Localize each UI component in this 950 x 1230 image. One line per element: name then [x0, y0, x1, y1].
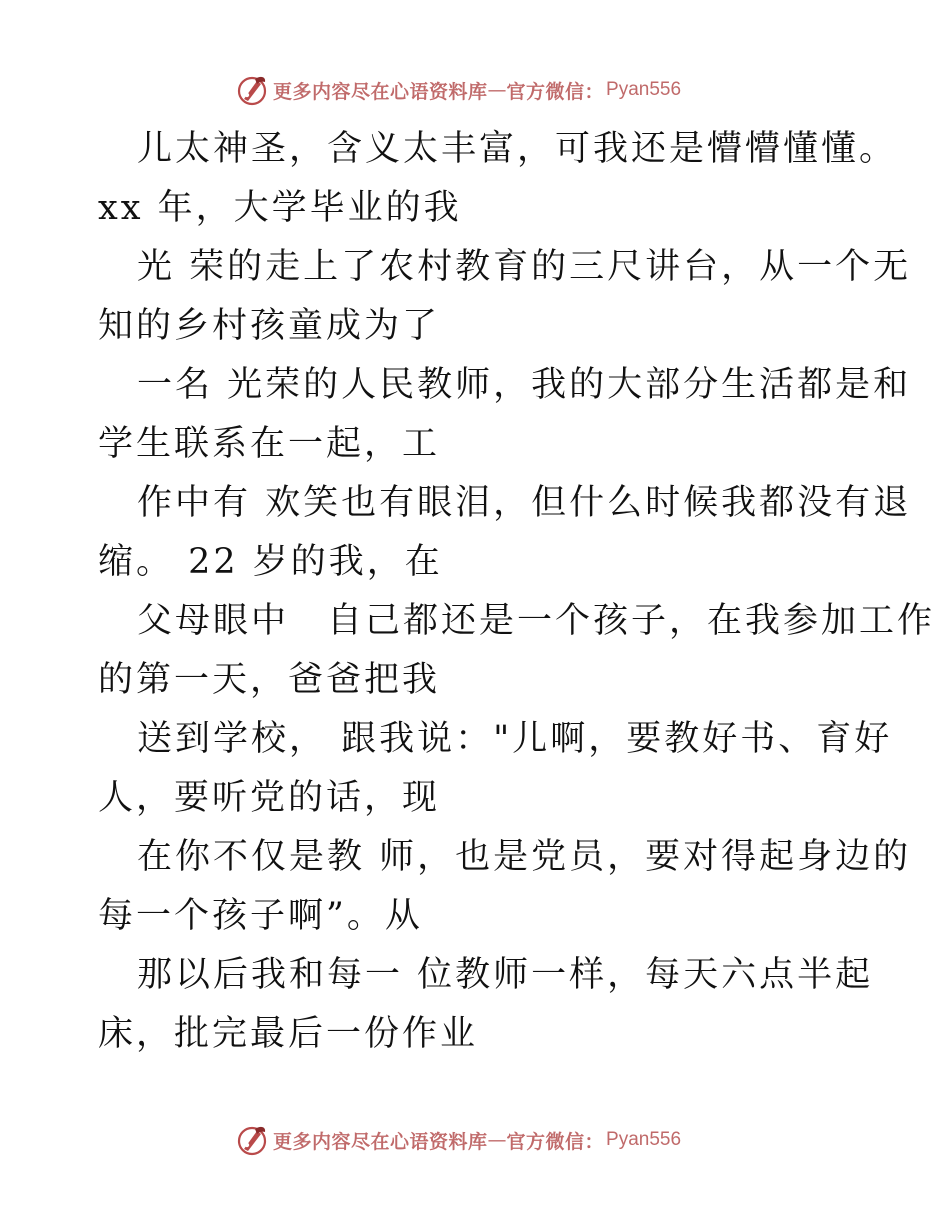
body-line: 学生联系在一起，工: [98, 424, 441, 464]
watermark-id: Pyan556: [606, 1129, 682, 1150]
watermark-dash: —: [487, 79, 507, 101]
body-line: 那以后我和每一 位教师一样，每天六点半起: [137, 955, 874, 995]
watermark-label: 官方微信：: [506, 80, 605, 103]
body-line: 一名 光荣的人民教师，我的大部分生活都是和: [137, 365, 912, 405]
body-line: 儿太神圣，含义太丰富，可我还是懵懵懂懂。: [137, 129, 898, 169]
header-watermark: [235, 73, 681, 107]
body-line: 每一个孩子啊”。从: [98, 896, 423, 936]
footer-watermark: [235, 1123, 681, 1157]
body-line: 在你不仅是教 师，也是党员，要对得起身边的: [137, 837, 912, 877]
body-line: 父母眼中 自己都还是一个孩子，在我参加工作: [137, 601, 936, 641]
watermark-id: Pyan556: [606, 79, 682, 100]
body-line: 床，批完最后一份作业: [98, 1014, 479, 1054]
body-line: 人，要听党的话，现: [98, 778, 441, 818]
body-line: 的第一天，爸爸把我: [98, 660, 441, 700]
watermark-text: 更多内容尽在心语资料库: [273, 80, 488, 103]
watermark-dash: —: [487, 1129, 507, 1151]
body-line: xx 年，大学毕业的我: [98, 188, 462, 228]
body-line: 送到学校， 跟我说："儿啊，要教好书、育好: [137, 719, 893, 759]
quill-logo-icon: [235, 1123, 269, 1157]
body-line: 作中有 欢笑也有眼泪，但什么时候我都没有退: [137, 483, 912, 523]
watermark-label: 官方微信：: [506, 1130, 605, 1153]
watermark-text: 更多内容尽在心语资料库: [273, 1130, 488, 1153]
body-line: 光 荣的走上了农村教育的三尺讲台，从一个无: [137, 247, 912, 287]
body-line: 缩。 22 岁的我，在: [98, 542, 443, 582]
body-line: 知的乡村孩童成为了: [98, 306, 441, 346]
quill-logo-icon: [235, 73, 269, 107]
